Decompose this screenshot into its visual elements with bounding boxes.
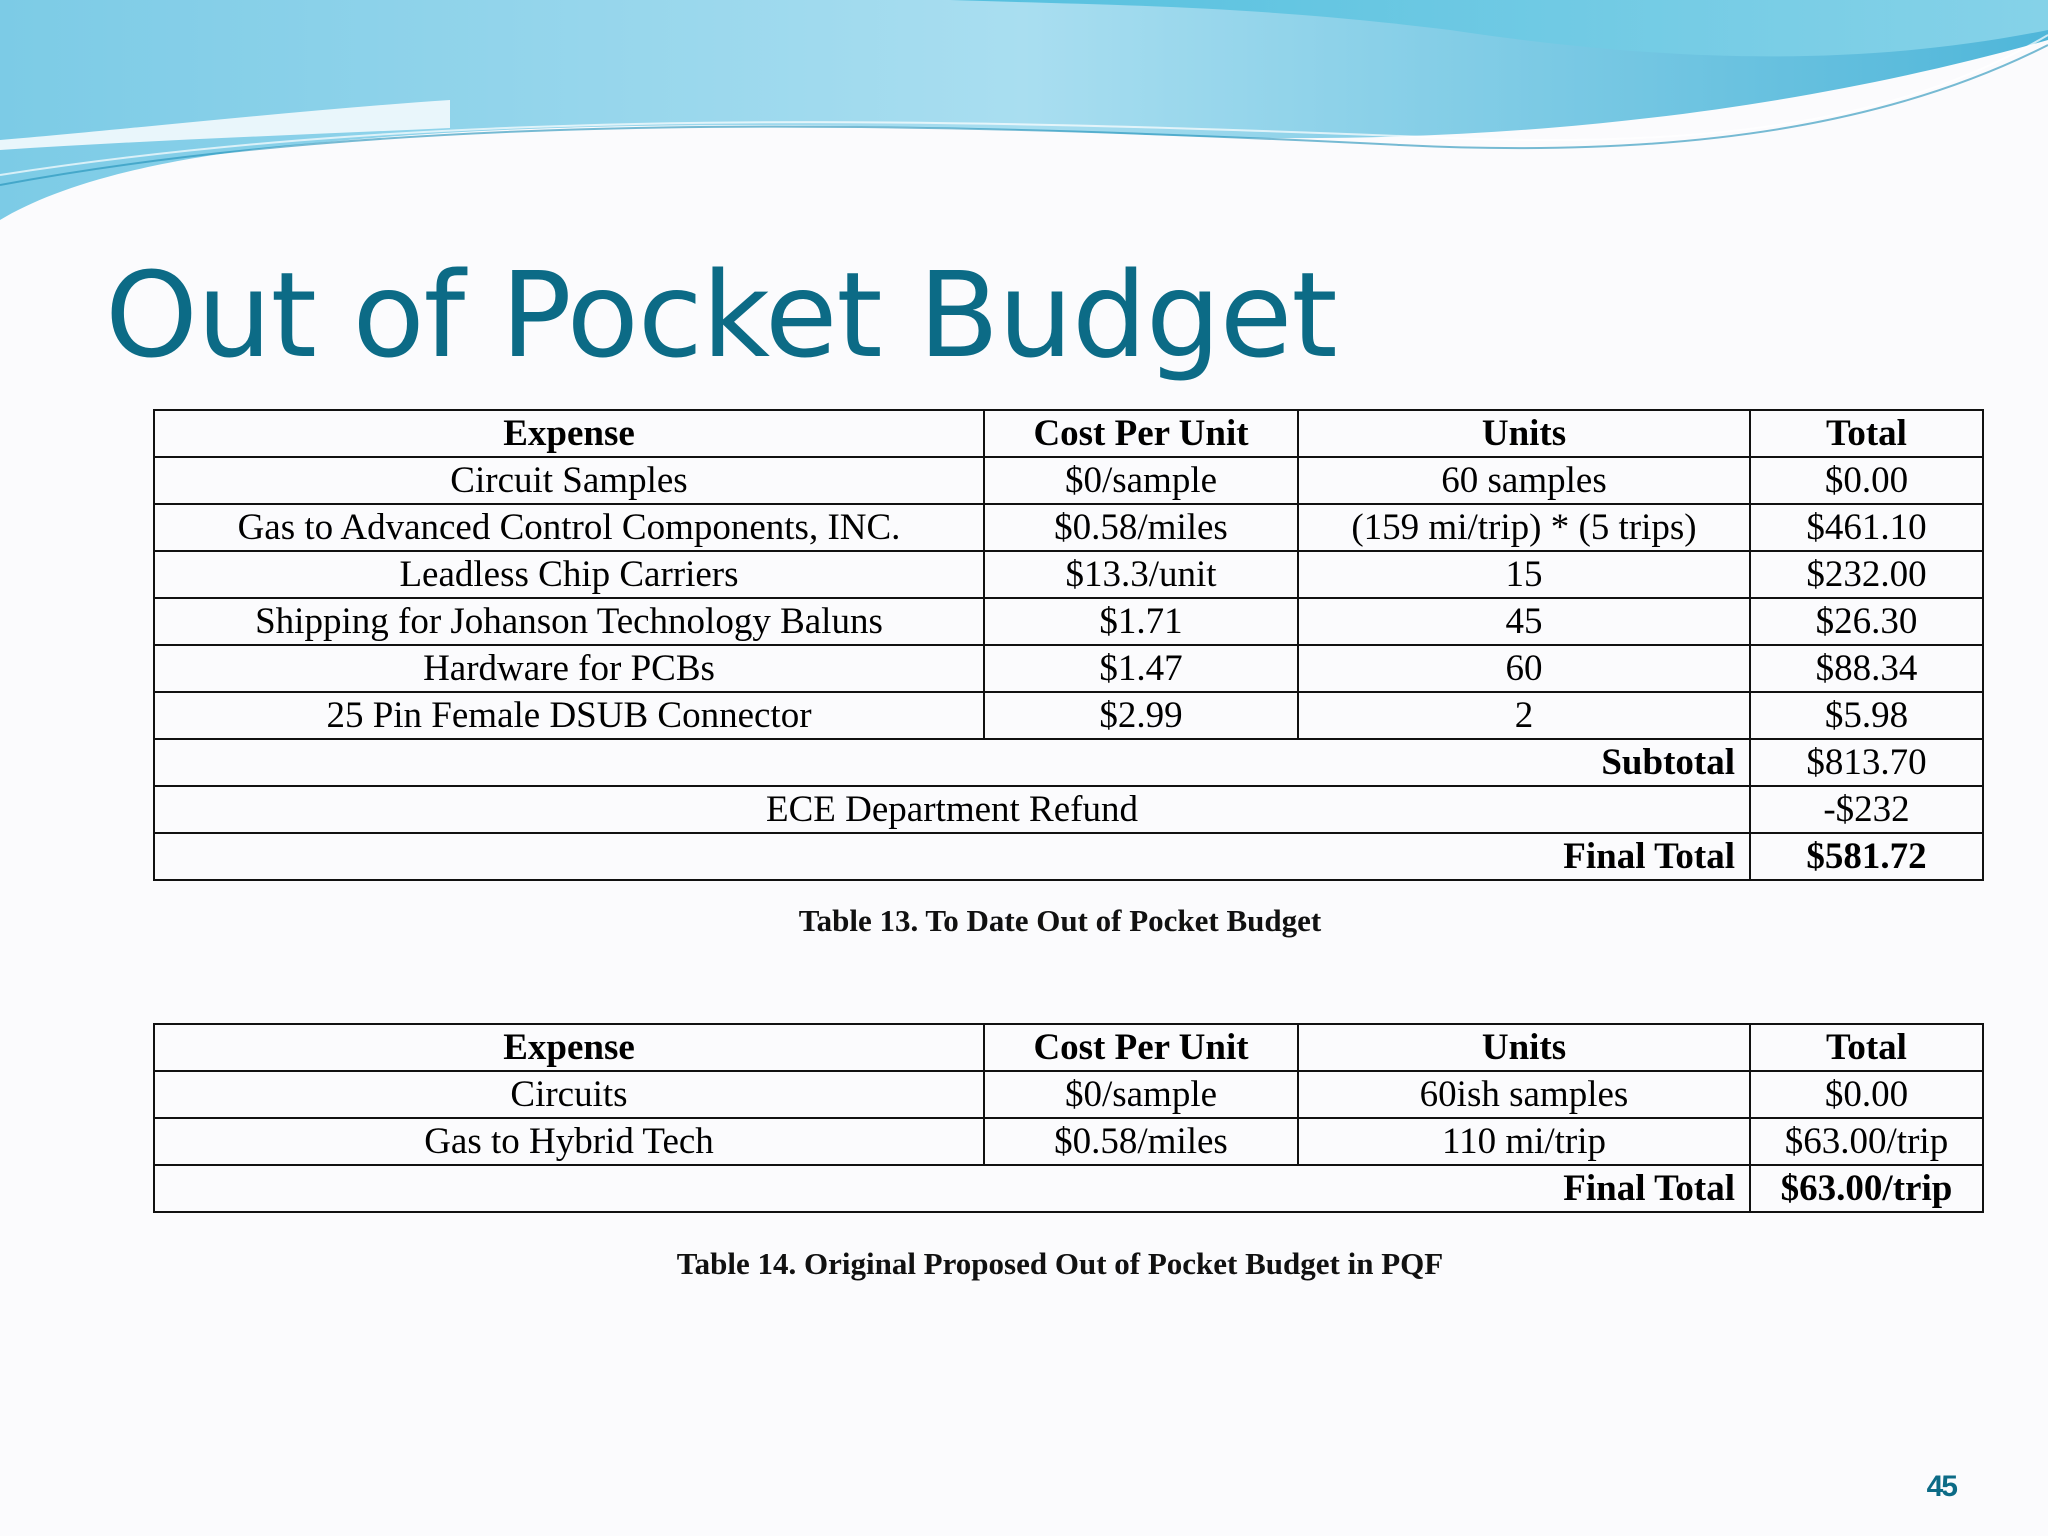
total-cell: $5.98 bbox=[1750, 692, 1983, 739]
table-row bbox=[154, 645, 1983, 692]
total-cell: $88.34 bbox=[1750, 645, 1983, 692]
table-row bbox=[154, 457, 1983, 504]
total-cell: $0.00 bbox=[1750, 457, 1983, 504]
cost-per-unit-cell: $0.58/miles bbox=[984, 504, 1298, 551]
cost-per-unit-cell: $0.58/miles bbox=[984, 1118, 1298, 1165]
units-cell: 60ish samples bbox=[1298, 1071, 1750, 1118]
table-13-caption: Table 13. To Date Out of Pocket Budget bbox=[798, 903, 1322, 938]
total-cell: $26.30 bbox=[1750, 598, 1983, 645]
units-cell: 60 samples bbox=[1298, 457, 1750, 504]
original-proposed-budget-table bbox=[153, 1023, 1984, 1213]
header-total: Total bbox=[1750, 410, 1983, 457]
page-number: 45 bbox=[1926, 1470, 1956, 1503]
table-row bbox=[154, 598, 1983, 645]
header-cost-per-unit: Cost Per Unit bbox=[984, 1024, 1298, 1071]
table-header-row bbox=[154, 410, 1983, 457]
cost-per-unit-cell: $0/sample bbox=[984, 457, 1298, 504]
header-expense: Expense bbox=[154, 410, 984, 457]
slide-title: Out of Pocket Budget bbox=[105, 246, 1337, 384]
final-total-value: $581.72 bbox=[1750, 833, 1983, 880]
final-total-value: $63.00/trip bbox=[1750, 1165, 1983, 1212]
units-cell: 45 bbox=[1298, 598, 1750, 645]
header-units: Units bbox=[1298, 1024, 1750, 1071]
total-cell: $0.00 bbox=[1750, 1071, 1983, 1118]
expense-cell: Hardware for PCBs bbox=[154, 645, 984, 692]
table-row bbox=[154, 1071, 1983, 1118]
final-total-row bbox=[154, 1165, 1983, 1212]
refund-value: -$232 bbox=[1750, 786, 1983, 833]
cost-per-unit-cell: $1.71 bbox=[984, 598, 1298, 645]
table-14-caption: Table 14. Original Proposed Out of Pocket Budget in PQF bbox=[676, 1246, 1444, 1281]
units-cell: 15 bbox=[1298, 551, 1750, 598]
table-row bbox=[154, 1118, 1983, 1165]
refund-label: ECE Department Refund bbox=[154, 786, 1750, 833]
table-row bbox=[154, 551, 1983, 598]
total-cell: $63.00/trip bbox=[1750, 1118, 1983, 1165]
table-header-row bbox=[154, 1024, 1983, 1071]
final-total-row bbox=[154, 833, 1983, 880]
header-wave-decoration bbox=[0, 0, 2048, 240]
cost-per-unit-cell: $2.99 bbox=[984, 692, 1298, 739]
cost-per-unit-cell: $0/sample bbox=[984, 1071, 1298, 1118]
final-total-label: Final Total bbox=[154, 833, 1750, 880]
expense-cell: Gas to Hybrid Tech bbox=[154, 1118, 984, 1165]
expense-cell: Circuits bbox=[154, 1071, 984, 1118]
units-cell: 60 bbox=[1298, 645, 1750, 692]
header-expense: Expense bbox=[154, 1024, 984, 1071]
cost-per-unit-cell: $1.47 bbox=[984, 645, 1298, 692]
final-total-label: Final Total bbox=[154, 1165, 1750, 1212]
expense-cell: Shipping for Johanson Technology Baluns bbox=[154, 598, 984, 645]
units-cell: 110 mi/trip bbox=[1298, 1118, 1750, 1165]
units-cell: (159 mi/trip) * (5 trips) bbox=[1298, 504, 1750, 551]
header-total: Total bbox=[1750, 1024, 1983, 1071]
header-units: Units bbox=[1298, 410, 1750, 457]
expense-cell: 25 Pin Female DSUB Connector bbox=[154, 692, 984, 739]
table-row bbox=[154, 504, 1983, 551]
subtotal-label: Subtotal bbox=[154, 739, 1750, 786]
units-cell: 2 bbox=[1298, 692, 1750, 739]
table-row bbox=[154, 692, 1983, 739]
to-date-budget-table bbox=[153, 409, 1984, 881]
total-cell: $461.10 bbox=[1750, 504, 1983, 551]
cost-per-unit-cell: $13.3/unit bbox=[984, 551, 1298, 598]
refund-row bbox=[154, 786, 1983, 833]
header-cost-per-unit: Cost Per Unit bbox=[984, 410, 1298, 457]
total-cell: $232.00 bbox=[1750, 551, 1983, 598]
expense-cell: Circuit Samples bbox=[154, 457, 984, 504]
expense-cell: Leadless Chip Carriers bbox=[154, 551, 984, 598]
subtotal-row bbox=[154, 739, 1983, 786]
subtotal-value: $813.70 bbox=[1750, 739, 1983, 786]
expense-cell: Gas to Advanced Control Components, INC. bbox=[154, 504, 984, 551]
